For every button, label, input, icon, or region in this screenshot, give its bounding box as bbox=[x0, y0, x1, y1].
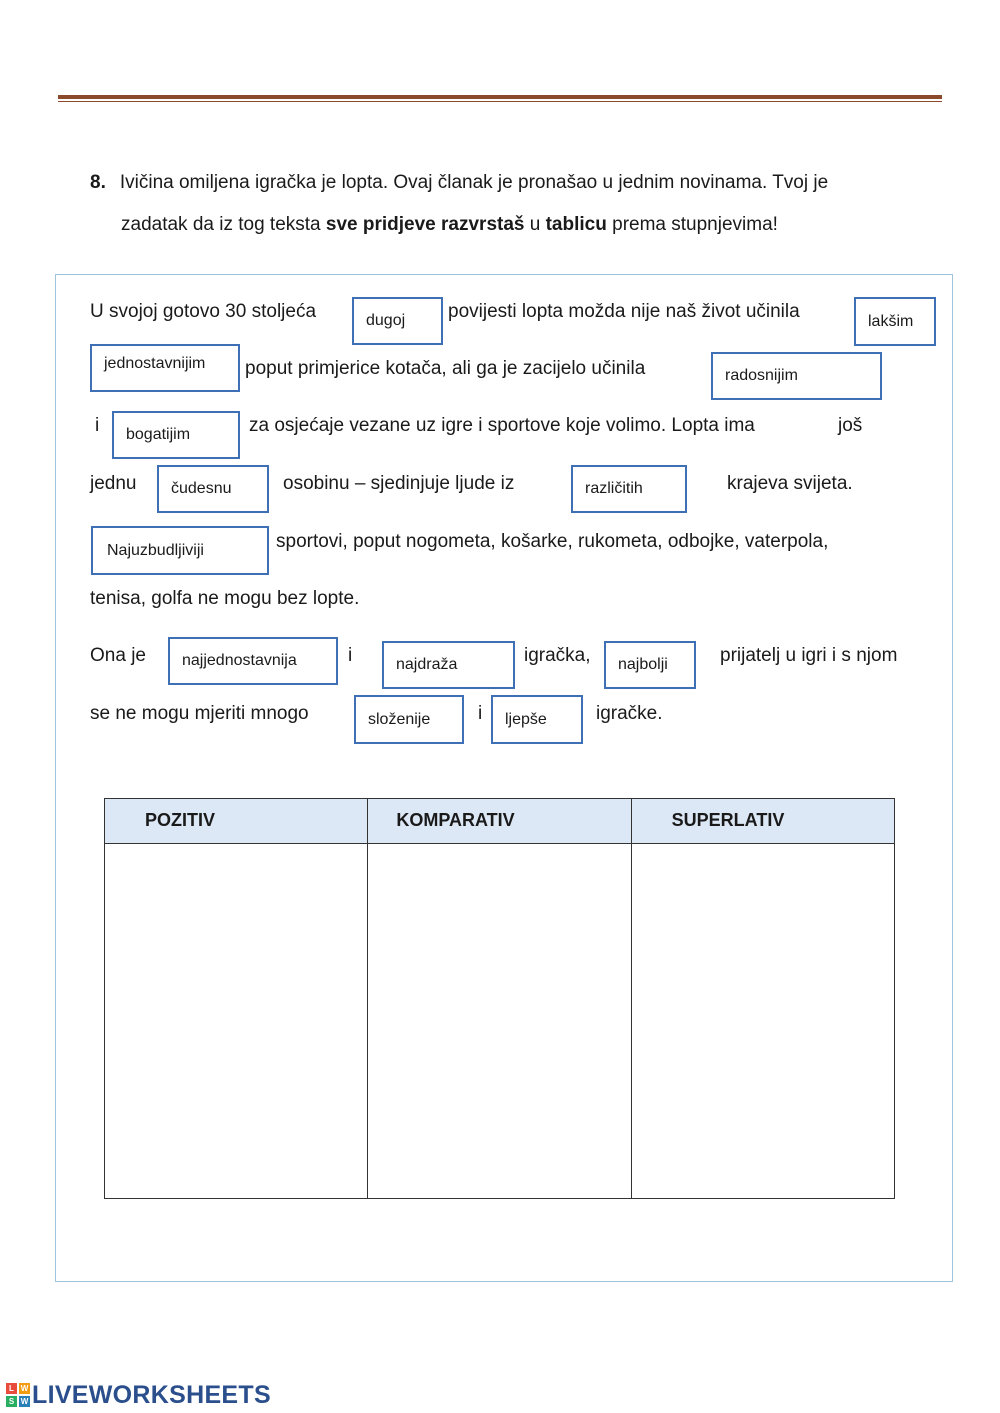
task-text-2c: u bbox=[524, 214, 546, 235]
answer-box-bogatijim[interactable]: bogatijim bbox=[112, 411, 240, 459]
task-text-2d: tablicu bbox=[545, 214, 607, 235]
task-text-2e: prema stupnjevima! bbox=[606, 214, 778, 235]
degree-table bbox=[104, 798, 895, 1199]
article-text: igračka, bbox=[524, 645, 591, 666]
table-answer-row bbox=[105, 844, 895, 1199]
logo-cell: L bbox=[6, 1383, 17, 1394]
answer-box-slozenije[interactable]: složenije bbox=[354, 695, 464, 744]
article-text: za osjećaje vezane uz igre i sportove koje volimo. Lopta ima bbox=[249, 415, 755, 436]
brand-name: LIVEWORKSHEETS bbox=[32, 1380, 271, 1409]
article-text: povijesti lopta možda nije naš život učinila bbox=[448, 301, 800, 322]
article-text: Ona je bbox=[90, 645, 146, 666]
answer-box-najdraza[interactable]: najdraža bbox=[382, 641, 515, 689]
task-line-2 bbox=[121, 214, 778, 236]
task-text-2b: sve pridjeve razvrstaš bbox=[325, 214, 525, 235]
article-text: još bbox=[838, 415, 863, 436]
answer-box-dugoj[interactable]: dugoj bbox=[352, 297, 443, 345]
answer-box-najuzbudljiviji[interactable]: Najuzbudljiviji bbox=[91, 526, 269, 575]
article-text: U svojoj gotovo 30 stoljeća bbox=[90, 301, 317, 322]
header-superlativ: SUPERLATIV bbox=[631, 799, 894, 844]
answer-box-laksim[interactable]: lakšim bbox=[854, 297, 936, 346]
task-line-1 bbox=[90, 172, 828, 194]
article-text: tenisa, golfa ne mogu bez lopte. bbox=[90, 588, 360, 609]
task-text-1: Ivičina omiljena igračka je lopta. Ovaj članak je pronašao u jednim novinama. Tvoj je bbox=[119, 172, 829, 193]
komparativ-answer-cell[interactable] bbox=[368, 844, 631, 1199]
answer-box-ljepse[interactable]: ljepše bbox=[491, 695, 583, 744]
logo-cell: W bbox=[20, 1384, 29, 1393]
top-rule-thin bbox=[58, 101, 942, 102]
top-rule bbox=[58, 95, 942, 99]
answer-box-najbolji[interactable]: najbolji bbox=[604, 641, 696, 689]
article-text: prijatelj u igri i s njom bbox=[720, 645, 898, 666]
task-text-2a: zadatak da iz tog teksta bbox=[121, 214, 326, 235]
logo-cell: S bbox=[6, 1396, 17, 1407]
answer-box-razlicitih[interactable]: različitih bbox=[571, 465, 687, 513]
table-header-row bbox=[105, 799, 895, 844]
answer-box-cudesnu[interactable]: čudesnu bbox=[157, 465, 269, 513]
article-text: poput primjerice kotača, ali ga je zacijelo učinila bbox=[245, 358, 646, 379]
footer-brand bbox=[6, 1380, 271, 1410]
article-text: jednu bbox=[90, 473, 137, 494]
answer-box-jednostavnijim[interactable]: jednostavnijim bbox=[90, 344, 240, 392]
answer-box-najjednostavnija[interactable]: najjednostavnija bbox=[168, 637, 338, 685]
article-text: sportovi, poput nogometa, košarke, rukometa, odbojke, vaterpola, bbox=[276, 531, 829, 552]
pozitiv-answer-cell[interactable] bbox=[105, 844, 368, 1199]
article-text: i bbox=[95, 415, 100, 436]
article-text: i bbox=[478, 703, 483, 724]
article-text: osobinu – sjedinjuje ljude iz bbox=[283, 473, 515, 494]
answer-box-radosnijim[interactable]: radosnijim bbox=[711, 352, 882, 400]
liveworksheets-logo-icon bbox=[6, 1383, 30, 1407]
article-text: se ne mogu mjeriti mnogo bbox=[90, 703, 309, 724]
article-text: i bbox=[348, 645, 353, 666]
header-pozitiv: POZITIV bbox=[105, 799, 368, 844]
logo-cell: W bbox=[20, 1397, 29, 1406]
task-number: 8. bbox=[90, 172, 106, 193]
article-text: igračke. bbox=[596, 703, 663, 724]
header-komparativ: KOMPARATIV bbox=[368, 799, 631, 844]
article-text: krajeva svijeta. bbox=[727, 473, 853, 494]
superlativ-answer-cell[interactable] bbox=[631, 844, 894, 1199]
